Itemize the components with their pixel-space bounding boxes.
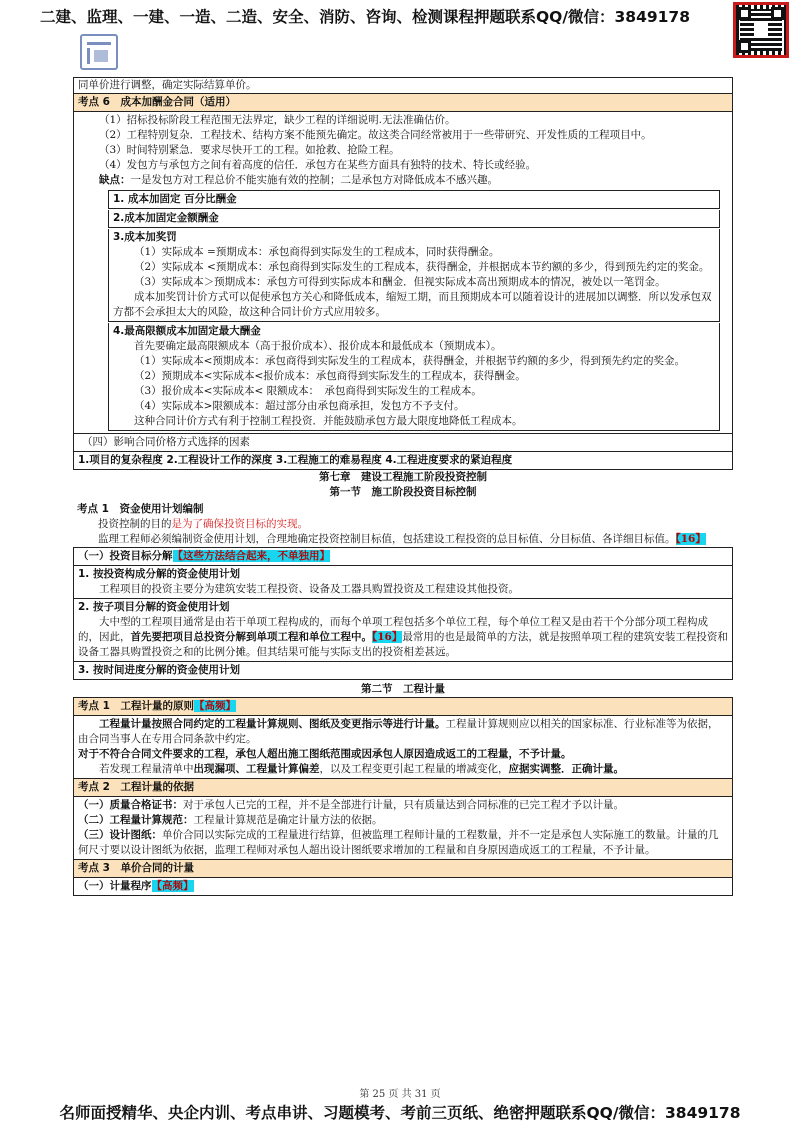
document-body bbox=[73, 77, 733, 896]
kp1-title: 考点 1 资金使用计划编制 bbox=[77, 503, 204, 515]
decomp-1: 1. 按投资构成分解的资金使用计划 工程项目的投资主要分为建筑安装工程投资、设备及工器具购置投资及工程建设其他投资。 bbox=[73, 566, 733, 599]
decomp-title: （一）投资目标分解【这些方法结合起来，不单独用】 bbox=[73, 547, 733, 566]
fee-type-1: 1. 成本加固定 百分比酬金 bbox=[108, 190, 720, 209]
m1-title: 考点 1 工程计量的原则【高频】 bbox=[73, 697, 733, 716]
m2-content: （一）质量合格证书：对于承包人已完的工程，并不是全部进行计量，只有质量达到合同标准的已完工程才予以计量。 （二）工程量计算规范：工程量计算规范是确定计量方法的依据。 （三）设计图纸：单价合同以实际完成的工程量进行结算，但被监理工程师计量的工程数量，并不一定是承包人实际施工的数量。计量的几何尺寸要以设计图纸为依据，监理工程师对承包人超出设计图纸要求增加的工程量和自身原因造成返工的工程量，不予计量。 bbox=[73, 797, 733, 860]
plan-paragraph: 监理工程师必须编制资金使用计划，合理地确定投资控制目标值，包括建设工程投资的总目标值、分目标值、各详细目标值。【16】 bbox=[98, 533, 706, 545]
fee-type-3: 3.成本加奖罚 （1）实际成本 =预期成本：承包商得到实际发生的工程成本，同时获得酬金。 （2）实际成本 <预期成本：承包商得到实际发生的工程成本，获得酬金，并根据成本节约额的多少，得到预先约定的奖金。 （3）实际成本＞预期成本：承包方可得到实际成本和酬金．但视实际成本高出预期成本的情况，被处以一笔罚金。 成本加奖罚计价方式可以促使承包方关心和降低成本，缩短工期，而且预期成本可以随着设计的进展加以调整．所以发承包双方都不会承担太大的风险，故这种合同计价方式应用较多。 bbox=[108, 229, 720, 322]
decomp-2: 2. 按子项目分解的资金使用计划 大中型的工程项目通常是由若干单项工程构成的，而每个单项工程包括多个单位工程，每个单位工程又是由若干个分部分项工程构成的，因此，首先要把项目总投资分解到单项工程和单位工程中。【16】最常用的也是最简单的方法，就是按照单项工程的建筑安装工程投资和设备工器具购置投资之和的比例分摊。但其结果可能与实际支出的投资相差甚远。 bbox=[73, 599, 733, 662]
fee-type-2: 2.成本加固定金额酬金 bbox=[108, 210, 720, 228]
kp6-item: （4）发包方与承包方之间有着高度的信任．承包方在某些方面具有独特的技术、特长或经验。 bbox=[99, 159, 537, 171]
logo-icon bbox=[80, 34, 118, 70]
carry-over-text: 同单价进行调整，确定实际结算单价。 bbox=[73, 77, 733, 94]
kp6-item: （1）招标投标阶段工程范围无法界定，缺少工程的详细说明.无法准确估价。 bbox=[99, 114, 456, 126]
m3-sub: （一）计量程序【高频】 bbox=[73, 878, 733, 896]
decomp-3: 3. 按时间进度分解的资金使用计划 bbox=[73, 662, 733, 680]
m3-title: 考点 3 单价合同的计量 bbox=[73, 860, 733, 878]
kp6-title: 考点 6 成本加酬金合同（适用） bbox=[73, 94, 733, 112]
fee-type-4: 4.最高限额成本加固定最大酬金 首先要确定最高限额成本（高于报价成本）、报价成本和最低成本（预期成本）。 （1）实际成本<预期成本：承包商得到实际发生的工程成本，获得酬金，并根据节约额的多少，得到预先约定的奖金。 （2）预期成本<实际成本<报价成本：承包商得到实际发生的工程成本，获得酬金。 （3）报价成本<实际成本< 限额成本： 承包商得到实际发生的工程成本。 （4）实际成本>限额成本：超过部分由承包商承担，发包方不予支付。 这种合同计价方式有利于控制工程投资．并能鼓励承包方最大限度地降低工程成本。 bbox=[108, 323, 720, 431]
kp6-drawback: 缺点：一是发包方对工程总价不能实施有效的控制；二是承包方对降低成本不感兴趣。 bbox=[99, 174, 498, 186]
section2-title: 第二节 工程计量 bbox=[361, 683, 445, 695]
chapter-title: 第七章 建设工程施工阶段投资控制 bbox=[319, 471, 487, 483]
m1-content: 工程量计量按照合同约定的工程量计算规则、图纸及变更指示等进行计量。工程量计算规则应以相关的国家标准、行业标准等为依据，由合同当事人在专用合同条款中约定。 对于不符合合同文件要求的工程，承包人超出施工图纸范围或因承包人原因造成返工的工程量，不予计量。 若发现工程量清单中出现漏项、工程量计算偏差，以及工程变更引起工程量的增减变化，应据实调整．正确计量。 bbox=[73, 716, 733, 779]
factors-title: （四）影响合同价格方式选择的因素 bbox=[73, 434, 733, 452]
top-banner: 二建、监理、一建、一造、二造、安全、消防、咨询、检测课程押题联系QQ/微信：3849178 bbox=[39, 8, 690, 26]
kp6-item: （2）工程特别复杂．工程技术、结构方案不能预先确定。故这类合同经常被用于一些带研究、开发性质的工程项目中。 bbox=[99, 129, 652, 141]
section1-title: 第一节 施工阶段投资目标控制 bbox=[329, 486, 477, 498]
m2-title: 考点 2 工程计量的依据 bbox=[73, 779, 733, 797]
purpose-line: 投资控制的目的是为了确保投资目标的实现。 bbox=[98, 518, 308, 530]
qr-code-icon bbox=[733, 2, 789, 58]
kp6-conditions bbox=[73, 112, 733, 434]
factors-list: 1.项目的复杂程度 2.工程设计工作的深度 3.工程施工的难易程度 4.工程进度要求的紧迫程度 bbox=[73, 452, 733, 470]
kp6-item: （3）时间特别紧急．要求尽快开工的工程。如抢救、抢险工程。 bbox=[99, 144, 400, 156]
bottom-banner: 名师面授精华、央企内训、考点串讲、习题模考、考前三页纸、绝密押题联系QQ/微信：3849178 bbox=[59, 1104, 741, 1122]
page-number: 第 25 页 共 31 页 bbox=[359, 1089, 441, 1100]
